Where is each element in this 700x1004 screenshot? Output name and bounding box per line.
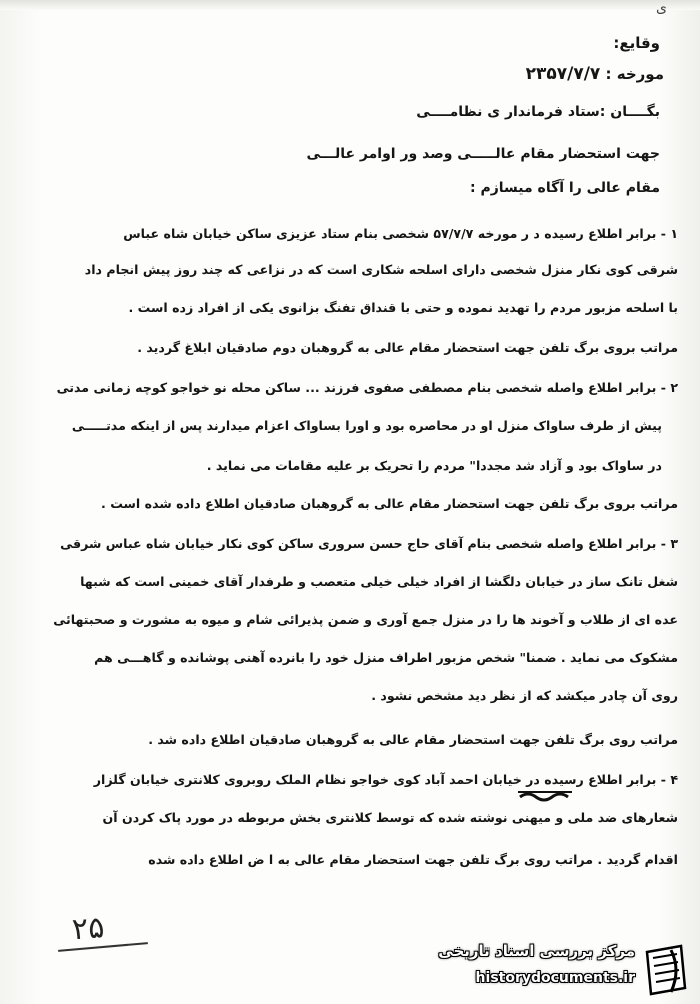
body-line: روی آن چادر میکشد که از نظر دید مشخص نشود . — [371, 688, 678, 703]
document-heading: وقایع: — [613, 34, 660, 52]
body-line: اقدام گردید . مراتب روی برگ تلفن جهت استحضار مقام عالی به ا ض اطلاع داده شده — [148, 852, 678, 867]
body-line: عده ای از طلاب و آخوند ها را در منزل جمع آوری و ضمن پذیرائی شام و میوه به مشورت و صحبتهائی — [53, 612, 678, 627]
date-label: مورخه : — [605, 65, 664, 83]
body-line: ۱ - برابر اطلاع رسیده د ر مورخه ۵۷/۷/۷ شخصی بنام ستاد عزیزی ساکن خیابان شاه عباس — [123, 226, 678, 241]
body-line: ۲ - برابر اطلاع واصله شخصی بنام مصطفی صفوی فرزند ... ساکن محله نو خواجو کوچه زمانی مدتی — [56, 380, 678, 395]
archive-logo-icon — [641, 944, 689, 996]
archive-watermark — [403, 940, 693, 1002]
watermark-url: historydocuments.ir — [475, 970, 635, 986]
body-line: مراتب بروی برگ تلفن جهت استحضار مقام عالی به گروهبان صادقیان اطلاع داده شده است . — [101, 496, 678, 511]
salutation: مقام عالی را آگاه میسازم : — [470, 180, 660, 196]
body-line: شعارهای ضد ملی و میهنی نوشته شده که توسط کلانتری بخش مربوطه در مورد پاک کردن آن — [102, 810, 678, 825]
handwritten-page-number: ۲۵ — [70, 910, 106, 948]
body-line: مراتب بروی برگ تلفن جهت استحضار مقام عالی به گروهبان دوم صادقیان ابلاغ گردید . — [137, 340, 678, 355]
body-line: پیش از طرف ساواک منزل او در محاصره بود و اورا بساواک اعزام میدارند پس از اینکه مدتـــــی — [71, 418, 662, 433]
body-line: شرقی کوی نکار منزل شخصی دارای اسلحه شکاری است که در نزاعی که چند روز پیش انجام داد — [84, 262, 678, 277]
body-line: با اسلحه مزبور مردم را تهدید نموده و حتی با قنداق تفنگ بزانوی یکی از افراد زده است . — [128, 300, 678, 315]
watermark-title: مرکز بررسی اسناد تاریخی — [438, 942, 635, 960]
body-line: ۳ - برابر اطلاع واصله شخصی بنام آقای حاج حسن سروری ساکن کوی نکار خیابان شاه عباس شرقی — [60, 536, 678, 551]
body-line: در ساواک بود و آزاد شد مجددا" مردم را تحریک بر علیه مقامات می نماید . — [206, 458, 662, 473]
addressee: بگــــان :ستاد فرماندار ی نظامــــی — [416, 104, 660, 120]
date-value: ۲۳۵۷/۷/۷ — [525, 64, 601, 84]
body-line: ۴ - برابر اطلاع رسیده در خیابان احمد آباد کوی خواجو نظام الملک روبروی کلانتری خیابان گلزار — [93, 772, 678, 787]
body-line: مشکوک می نماید . ضمنا" شخص مزبور اطراف منزل خود را بانرده آهنی پوشانده و گاهـــی هم — [94, 650, 678, 665]
body-line: شغل تانک ساز در خیابان دلگشا از افراد خیلی خیلی متعصب و طرفدار آقای خمینی است که شبها — [80, 574, 678, 589]
corner-mark: ی — [656, 0, 667, 16]
body-line: مراتب روی برگ تلفن جهت استحضار مقام عالی به گروهبان صادقیان اطلاع داده شد . — [148, 732, 678, 747]
subject-line: جهت استحضار مقام عالـــــی وصد ور اوامر عالـــی — [306, 146, 660, 162]
